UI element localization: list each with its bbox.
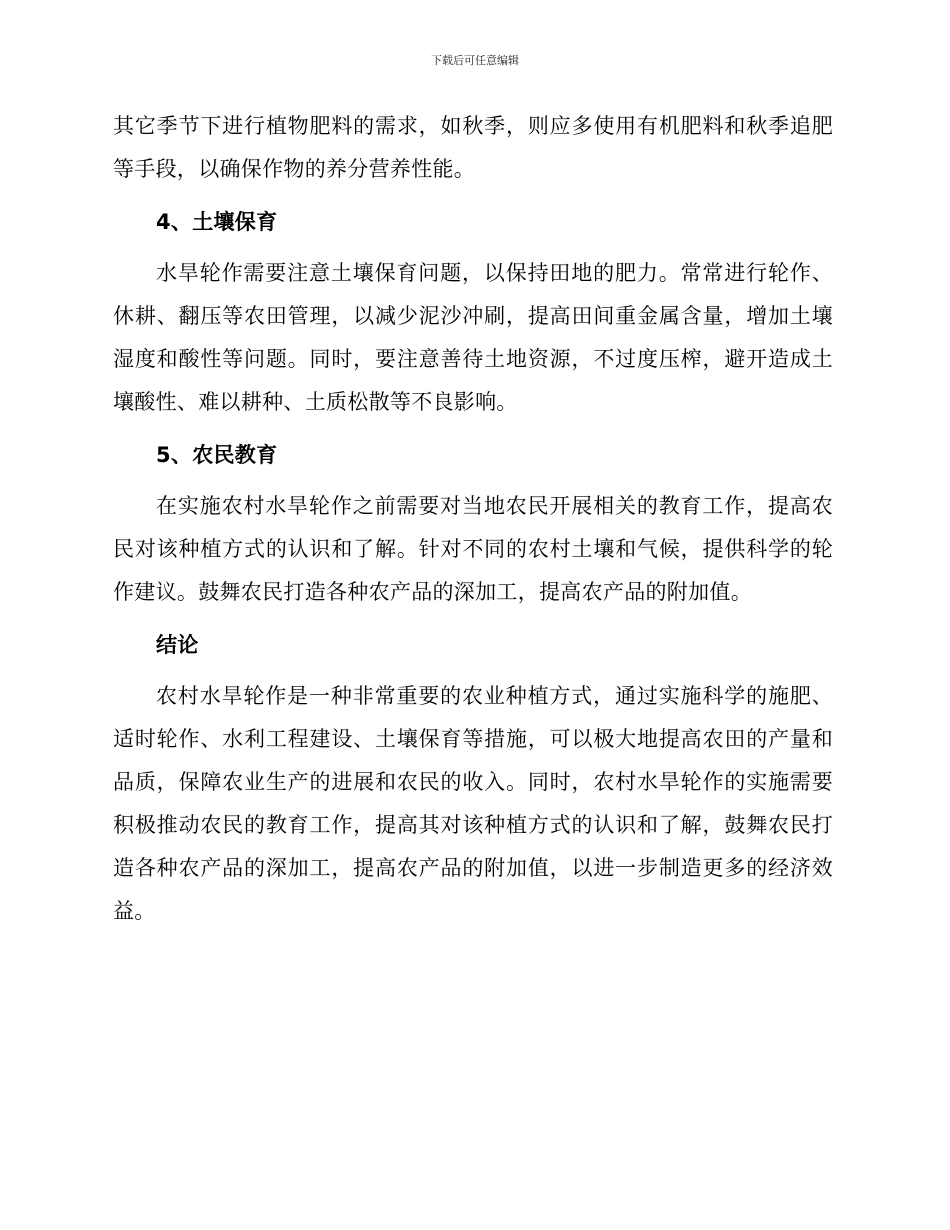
section-heading-soil-conservation: 4、土壤保育 bbox=[156, 210, 278, 234]
page-header: 下载后可任意编辑 bbox=[431, 54, 519, 67]
paragraph-conclusion: 农村水旱轮作是一种非常重要的农业种植方式，通过实施科学的施肥、适时轮作、水利工程建设、土壤保育等措施，可以极大地提高农田的产量和品质，保障农业生产的进展和农民的收入。同时，农村水旱轮作的实施需要积极推动农民的教育工作，提高其对该种植方式的认识和了解，鼓舞农民打造各种农产品的深加工，提高农产品的附加值，以进一步制造更多的经济效益。 bbox=[113, 684, 833, 923]
section-heading-conclusion: 结论 bbox=[156, 633, 199, 657]
document-body bbox=[113, 105, 833, 933]
paragraph-continuation: 其它季节下进行植物肥料的需求，如秋季，则应多使用有机肥料和秋季追肥等手段，以确保作物的养分营养性能。 bbox=[113, 114, 833, 181]
section-heading-farmer-education: 5、农民教育 bbox=[156, 443, 278, 467]
paragraph-farmer-education: 在实施农村水旱轮作之前需要对当地农民开展相关的教育工作，提高农民对该种植方式的认识和了解。针对不同的农村土壤和气候，提供科学的轮作建议。鼓舞农民打造各种农产品的深加工，提高农产品的附加值。 bbox=[113, 494, 833, 604]
paragraph-soil-conservation: 水旱轮作需要注意土壤保育问题，以保持田地的肥力。常常进行轮作、休耕、翻压等农田管理，以减少泥沙冲刷，提高田间重金属含量，增加土壤湿度和酸性等问题。同时，要注意善待土地资源，不过度压榨，避开造成土壤酸性、难以耕种、土质松散等不良影响。 bbox=[113, 261, 833, 414]
